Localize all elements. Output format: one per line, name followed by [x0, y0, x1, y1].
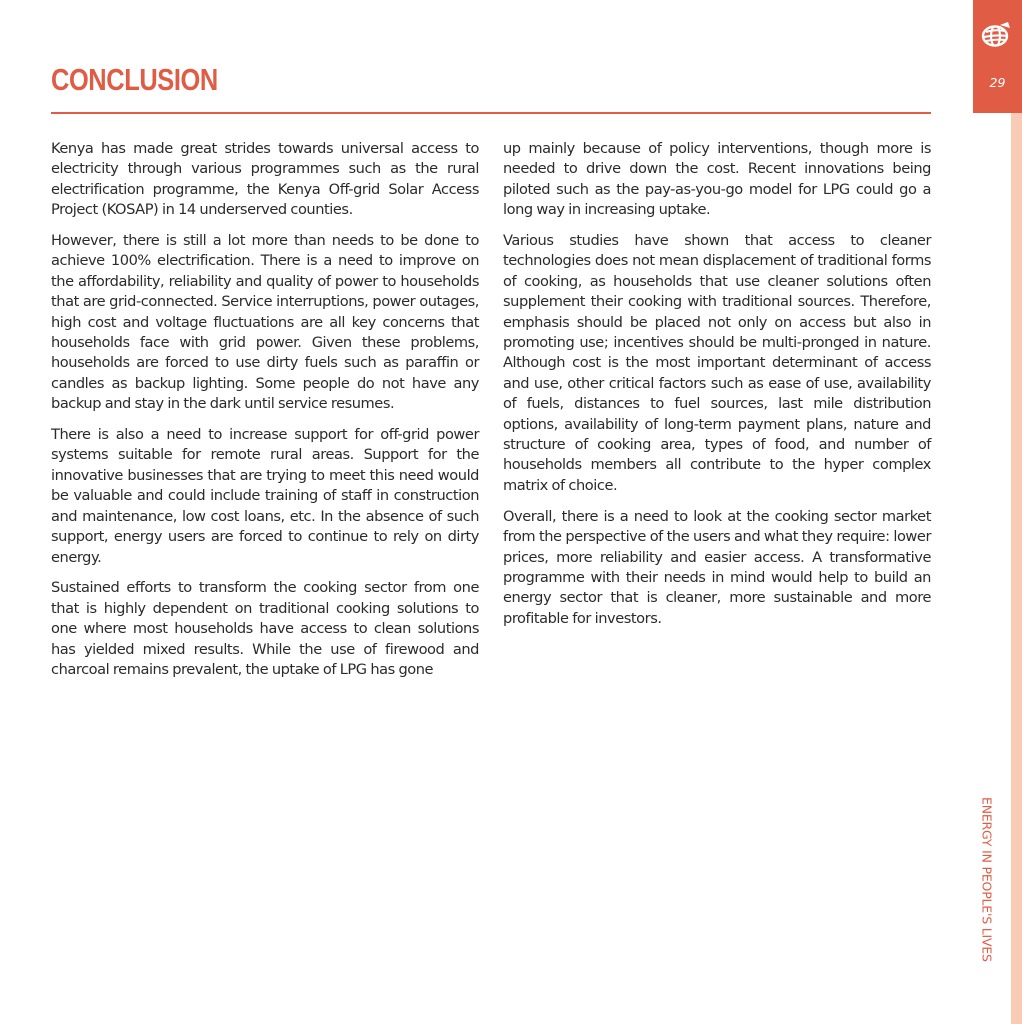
title-divider — [51, 112, 931, 114]
paragraph: Overall, there is a need to look at the cooking sector market from the perspective of the users and what they require: lower prices, more reliability and easier access. A transformative programme with their needs in mind would help to build an energy sector that is cleaner, more sustainable and more profitable for investors. — [503, 507, 931, 627]
running-section-title: ENERGY IN PEOPLE'S LIVES — [979, 797, 995, 962]
paragraph: Sustained efforts to transform the cooking sector from one that is highly dependent on traditional cooking solutions to one where most households have access to clean solutions has yielded mixed results. While the use of firewood and charcoal remains prevalent, the uptake of LPG has gone — [51, 579, 479, 678]
page-tab — [973, 0, 1022, 113]
paragraph: However, there is still a lot more than needs to be done to achieve 100% electrification. There is a need to improve on the affordability, reliability and quality of power to households that are grid-connected. Service interruptions, power outages, high cost and voltage fluctuations are all key concerns that households face with grid power. Given these problems, households are forced to use dirty fuels such as paraffin or candles as backup lighting. Some people do not have any backup and stay in the dark until service resumes. — [51, 232, 479, 413]
page-number: 29 — [989, 75, 1006, 90]
paragraph: There is also a need to increase support for off-grid power systems suitable for remote rural areas. Support for the innovative businesses that are trying to meet this need would be valuable and could include training of staff in construction and maintenance, low cost loans, etc. In the absence of such support, energy users are forced to continue to rely on dirty energy. — [51, 426, 479, 566]
globe-logo-icon — [980, 20, 1014, 50]
side-stripe — [1011, 113, 1022, 1024]
paragraph: Kenya has made great strides towards universal access to electricity through various programmes such as the rural electrification programme, the Kenya Off-grid Solar Access Project (KOSAP) in 14 underserved counties. — [51, 140, 479, 219]
paragraph: up mainly because of policy interventions, though more is needed to drive down the cost. Recent innovations being piloted such as the pay-as-you-go model for LPG could go a long way in increasing uptake. — [503, 140, 931, 219]
page-title: CONCLUSION — [51, 62, 218, 97]
left-column — [51, 139, 479, 691]
paragraph: Various studies have shown that access to cleaner technologies does not mean displacement of traditional forms of cooking, as households that use cleaner solutions often supplement their cooking with traditional sources. Therefore, emphasis should be placed not only on access but also in promoting use; incentives should be multi-pronged in nature. Although cost is the most important determinant of access and use, other critical factors such as ease of use, availability of fuels, distances to fuel sources, last mile distribution options, availability of long-term payment plans, nature and structure of cooking area, types of food, and number of households members all contribute to the hyper complex matrix of choice. — [503, 232, 931, 494]
right-column — [503, 139, 931, 640]
